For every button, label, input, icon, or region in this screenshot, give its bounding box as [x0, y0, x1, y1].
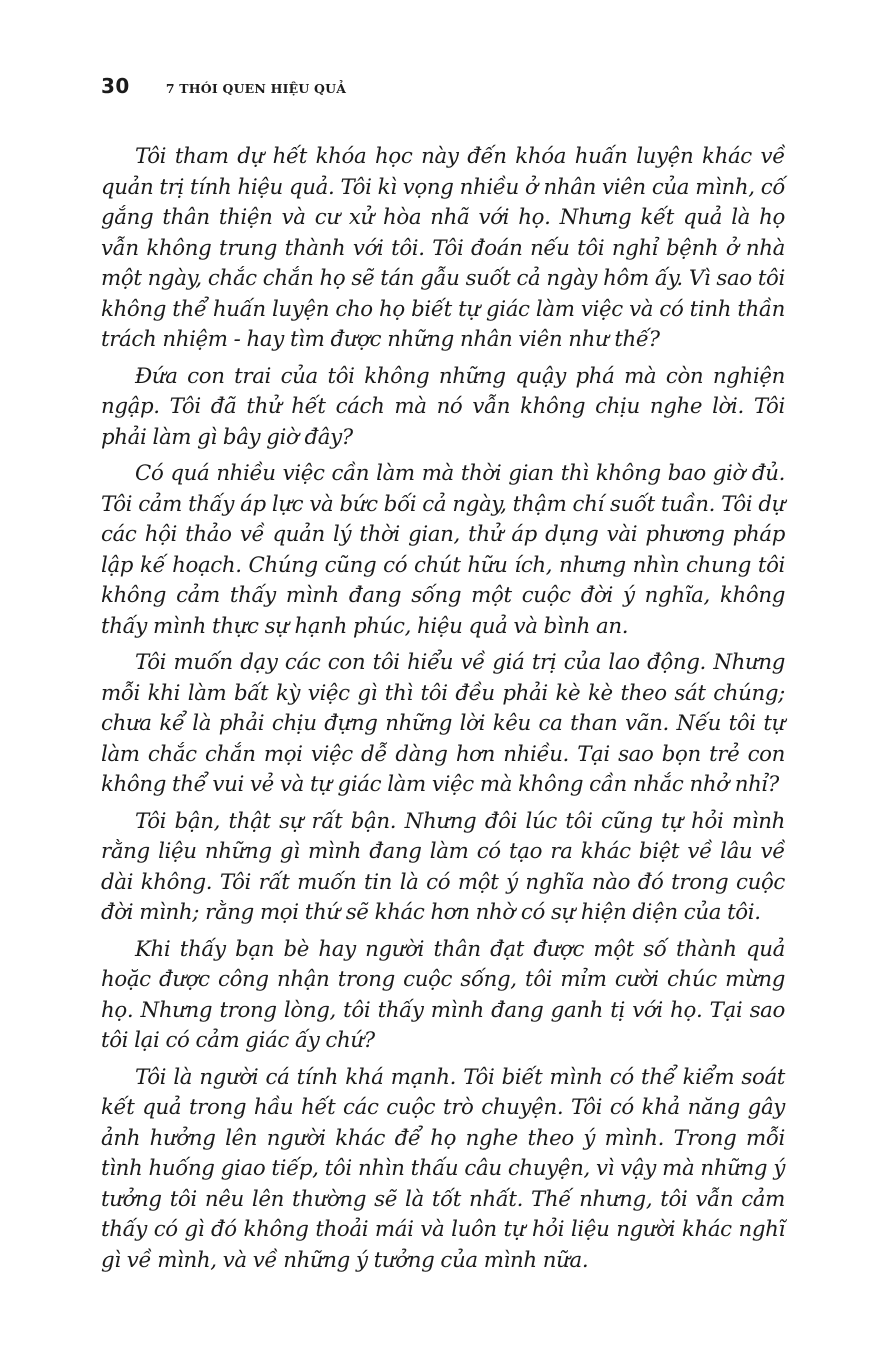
running-title: 7 THÓI QUEN HIỆU QUẢ	[165, 81, 347, 96]
body-text	[101, 142, 785, 1282]
paragraph: Tôi bận, thật sự rất bận. Nhưng đôi lúc tôi cũng tự hỏi mình rằng liệu những gì mình đang làm có tạo ra khác biệt về lâu về dài không. Tôi rất muốn tin là có một ý nghĩa nào đó trong cuộc đời mình; rằng mọi thứ sẽ khác hơn nhờ có sự hiện diện của tôi.	[101, 808, 785, 925]
paragraph: Có quá nhiều việc cần làm mà thời gian thì không bao giờ đủ. Tôi cảm thấy áp lực và bức bối cả ngày, thậm chí suốt tuần. Tôi dự các hội thảo về quản lý thời gian, thử áp dụng vài phương pháp lập kế hoạch. Chúng cũng có chút hữu ích, nhưng nhìn chung tôi không cảm thấy mình đang sống một cuộc đời ý nghĩa, không thấy mình thực sự hạnh phúc, hiệu quả và bình an.	[101, 461, 785, 639]
paragraph: Tôi là người cá tính khá mạnh. Tôi biết mình có thể kiểm soát kết quả trong hầu hết các cuộc trò chuyện. Tôi có khả năng gây ảnh hưởng lên người khác để họ nghe theo ý mình. Trong mỗi tình huống giao tiếp, tôi nhìn thấu câu chuyện, vì vậy mà những ý tưởng tôi nêu lên thường sẽ là tốt nhất. Thế nhưng, tôi vẫn cảm thấy có gì đó không thoải mái và luôn tự hỏi liệu người khác nghĩ gì về mình, và về những ý tưởng của mình nữa.	[101, 1064, 785, 1273]
paragraph: Tôi tham dự hết khóa học này đến khóa huấn luyện khác về quản trị tính hiệu quả. Tôi kì vọng nhiều ở nhân viên của mình, cố gắng thân thiện và cư xử hòa nhã với họ. Nhưng kết quả là họ vẫn không trung thành với tôi. Tôi đoán nếu tôi nghỉ bệnh ở nhà một ngày, chắc chắn họ sẽ tán gẫu suốt cả ngày hôm ấy. Vì sao tôi không thể huấn luyện cho họ biết tự giác làm việc và có tinh thần trách nhiệm - hay tìm được những nhân viên như thế?	[101, 144, 785, 352]
paragraph: Đứa con trai của tôi không những quậy phá mà còn nghiện ngập. Tôi đã thử hết cách mà nó vẫn không chịu nghe lời. Tôi phải làm gì bây giờ đây?	[101, 363, 785, 450]
paragraph: Tôi muốn dạy các con tôi hiểu về giá trị của lao động. Nhưng mỗi khi làm bất kỳ việc gì thì tôi đều phải kè kè theo sát chúng; chưa kể là phải chịu đựng những lời kêu ca than vãn. Nếu tôi tự làm chắc chắn mọi việc dễ dàng hơn nhiều. Tại sao bọn trẻ con không thể vui vẻ và tự giác làm việc mà không cần nhắc nhở nhỉ?	[101, 650, 785, 797]
page-number: 30	[101, 74, 130, 98]
page-header	[101, 74, 346, 98]
paragraph: Khi thấy bạn bè hay người thân đạt được một số thành quả hoặc được công nhận trong cuộc sống, tôi mỉm cười chúc mừng họ. Nhưng trong lòng, tôi thấy mình đang ganh tị với họ. Tại sao tôi lại có cảm giác ấy chứ?	[101, 936, 785, 1053]
